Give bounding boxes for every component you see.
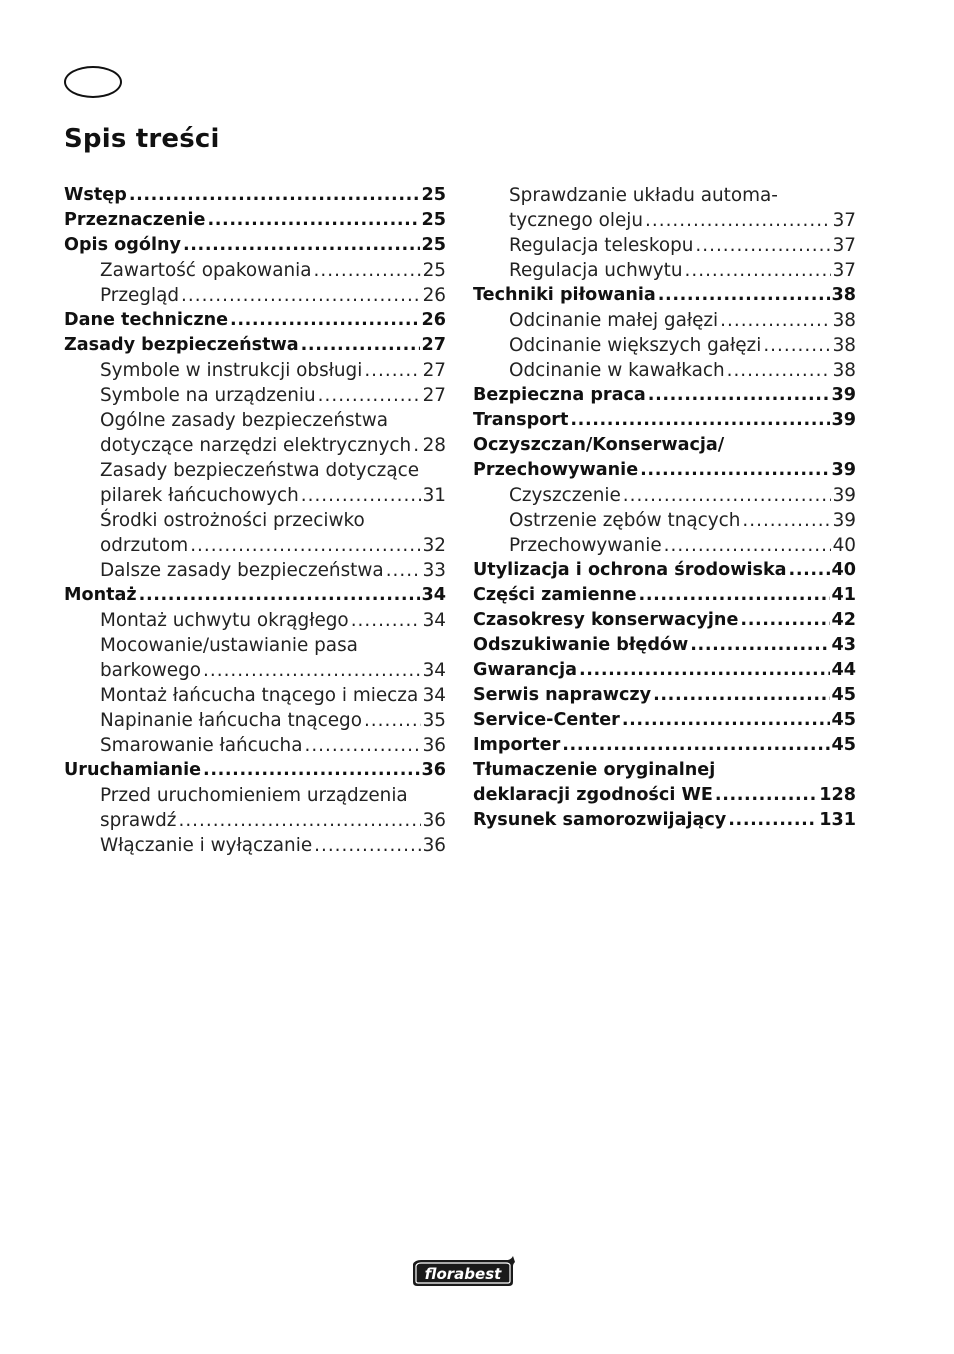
toc-entry-title: Odcinanie małej gałęzi	[509, 310, 719, 331]
dot-leader	[364, 708, 421, 733]
toc-page-number: 33	[422, 560, 446, 581]
toc-entry[interactable]	[64, 558, 446, 583]
toc-entry-title-line: Sprawdzanie układu automa-	[509, 185, 778, 206]
toc-page-number: 34	[421, 585, 446, 605]
toc-entry-title: Napinanie łańcucha tnącego	[100, 710, 362, 731]
toc-entry-title: Serwis naprawczy	[473, 685, 652, 705]
florabest-logo	[407, 1254, 519, 1290]
toc-entry-title: Bezpieczna praca	[473, 385, 646, 405]
page-title: Spis treści	[64, 124, 220, 154]
dot-leader	[648, 383, 830, 408]
toc-page-number: 27	[421, 335, 446, 355]
toc-page-number: 128	[819, 785, 856, 805]
dot-leader	[570, 408, 829, 433]
dot-leader	[318, 383, 421, 408]
toc-entry[interactable]	[64, 358, 446, 383]
toc-page-number: 39	[832, 510, 856, 531]
toc-entry[interactable]	[473, 733, 856, 758]
dot-leader	[685, 258, 831, 283]
toc-page-number: 36	[421, 760, 446, 780]
toc-page-number: 37	[832, 210, 856, 231]
toc-entry-title: Importer	[473, 735, 561, 755]
toc-entry[interactable]	[473, 283, 856, 308]
toc-entry[interactable]	[473, 608, 856, 633]
toc-entry-title: odrzutom	[100, 535, 189, 556]
dot-leader	[129, 183, 420, 208]
toc-entry-title: tycznego oleju	[509, 210, 644, 231]
toc-entry[interactable]	[64, 383, 446, 408]
toc-page-number: 45	[831, 710, 856, 730]
toc-page-number: 37	[832, 260, 856, 281]
dot-leader	[301, 483, 421, 508]
toc-page-number: 36	[422, 835, 446, 856]
toc-entry[interactable]	[473, 233, 856, 258]
toc-entry-title: Zasady bezpieczeństwa	[64, 335, 299, 355]
toc-entry[interactable]	[473, 533, 856, 558]
toc-entry-title: Techniki piłowania	[473, 285, 656, 305]
dot-leader	[314, 258, 421, 283]
toc-page-number: 26	[422, 285, 446, 306]
toc-page-number: 45	[831, 735, 856, 755]
toc-entry-title: pilarek łańcuchowych	[100, 485, 299, 506]
toc-entry[interactable]	[473, 508, 856, 533]
toc-page-number: 34	[422, 660, 446, 681]
dot-leader	[658, 283, 830, 308]
toc-entry-title-line: Tłumaczenie oryginalnej	[473, 760, 716, 780]
toc-entry-title: Dane techniczne	[64, 310, 229, 330]
dot-leader	[230, 308, 419, 333]
toc-page-number: 26	[421, 310, 446, 330]
toc-entry[interactable]	[64, 283, 446, 308]
toc-entry-title-line: Przed uruchomieniem urządzenia	[100, 785, 408, 806]
toc-entry-title: Włączanie i wyłączanie	[100, 835, 313, 856]
toc-entry[interactable]	[473, 583, 856, 608]
toc-entry[interactable]	[473, 483, 856, 508]
toc-entry[interactable]	[64, 783, 446, 833]
dot-leader	[740, 608, 829, 633]
toc-entry[interactable]	[64, 683, 446, 708]
toc-page-number: 39	[831, 410, 856, 430]
dot-leader	[203, 658, 421, 683]
toc-entry-title: Przegląd	[100, 285, 180, 306]
toc-entry-title-line: Środki ostrożności przeciwko	[100, 510, 365, 531]
toc-page-number: 34	[422, 685, 446, 706]
toc-page-number: 25	[421, 185, 446, 205]
toc-page-number: 36	[422, 810, 446, 831]
toc-entry-title: Regulacja teleskopu	[509, 235, 694, 256]
toc-entry-title: Przeznaczenie	[64, 210, 206, 230]
dot-leader	[622, 708, 830, 733]
toc-entry-title: Opis ogólny	[64, 235, 181, 255]
toc-entry[interactable]	[473, 708, 856, 733]
toc-entry-title: Regulacja uchwytu	[509, 260, 683, 281]
toc-page-number: 25	[421, 235, 446, 255]
toc-entry-title: Przechowywanie	[509, 535, 662, 556]
toc-entry-title: Odszukiwanie błędów	[473, 635, 689, 655]
toc-entry-title: Dalsze zasady bezpieczeństwa	[100, 560, 384, 581]
toc-entry[interactable]	[473, 333, 856, 358]
dot-leader	[653, 683, 829, 708]
toc-entry[interactable]	[64, 833, 446, 858]
toc-entry[interactable]	[473, 308, 856, 333]
toc-entry-title-line: Mocowanie/ustawianie pasa	[100, 635, 358, 656]
toc-entry[interactable]	[64, 208, 446, 233]
dot-leader	[562, 733, 829, 758]
toc-entry[interactable]	[64, 633, 446, 683]
dot-leader	[386, 558, 421, 583]
dot-leader	[178, 808, 420, 833]
toc-page-number: 44	[831, 660, 856, 680]
dot-leader	[413, 433, 420, 458]
toc-entry[interactable]	[64, 183, 446, 208]
dot-leader	[715, 783, 817, 808]
toc-entry[interactable]	[64, 408, 446, 458]
toc-entry-title: Przechowywanie	[473, 460, 639, 480]
toc-entry[interactable]	[64, 583, 446, 608]
toc-page-number: 31	[422, 485, 446, 506]
dot-leader	[304, 733, 420, 758]
toc-page-number: 28	[422, 435, 446, 456]
toc-entry-title: Czyszczenie	[509, 485, 621, 506]
dot-leader	[203, 758, 419, 783]
toc-entry[interactable]	[473, 808, 856, 833]
toc-page-number: 38	[832, 310, 856, 331]
dot-leader	[789, 558, 830, 583]
toc-entry[interactable]	[64, 258, 446, 283]
toc-entry-title: dotyczące narzędzi elektrycznych	[100, 435, 412, 456]
toc-page-number: 41	[831, 585, 856, 605]
toc-entry-title: barkowego	[100, 660, 202, 681]
dot-leader	[314, 833, 420, 858]
language-badge	[64, 66, 122, 98]
dot-leader	[720, 308, 830, 333]
dot-leader	[690, 633, 829, 658]
toc-entry-title-line: Zasady bezpieczeństwa dotyczące	[100, 460, 420, 481]
toc-entry[interactable]	[473, 758, 856, 808]
dot-leader	[301, 333, 420, 358]
toc-page-number: 40	[832, 535, 856, 556]
toc-entry-title: Smarowanie łańcucha	[100, 735, 303, 756]
toc-entry[interactable]	[473, 683, 856, 708]
toc-page-number: 39	[831, 385, 856, 405]
dot-leader	[728, 808, 817, 833]
toc-entry[interactable]	[64, 333, 446, 358]
toc-entry-title: Uruchamianie	[64, 760, 202, 780]
dot-leader	[664, 533, 831, 558]
toc-entry-title: Ostrzenie zębów tnących	[509, 510, 741, 531]
dot-leader	[190, 533, 420, 558]
toc-entry[interactable]	[473, 358, 856, 383]
toc-entry-title: Montaż uchwytu okrągłego	[100, 610, 349, 631]
toc-page-number: 131	[819, 810, 856, 830]
toc-entry[interactable]	[473, 408, 856, 433]
toc-entry[interactable]	[473, 658, 856, 683]
dot-leader	[181, 283, 421, 308]
toc-entry[interactable]	[473, 383, 856, 408]
toc-entry-title: Symbole w instrukcji obsługi	[100, 360, 363, 381]
dot-leader	[623, 483, 831, 508]
toc-entry-title: Wstęp	[64, 185, 127, 205]
toc-page-number: 37	[832, 235, 856, 256]
dot-leader	[579, 658, 830, 683]
toc-page-number: 38	[832, 360, 856, 381]
toc-page-number: 34	[422, 610, 446, 631]
dot-leader	[364, 358, 420, 383]
toc-entry[interactable]	[473, 633, 856, 658]
toc-entry-title: Zawartość opakowania	[100, 260, 312, 281]
toc-page-number: 25	[421, 210, 446, 230]
toc-entry[interactable]	[64, 458, 446, 508]
toc-page-number: 43	[831, 635, 856, 655]
toc-entry-title-line: Ogólne zasady bezpieczeństwa	[100, 410, 389, 431]
toc-entry-title: Transport	[473, 410, 569, 430]
toc-entry[interactable]	[64, 508, 446, 558]
toc-entry-title: Montaż łańcucha tnącego i miecza	[100, 685, 419, 706]
toc-entry-title: Odcinanie w kawałkach	[509, 360, 725, 381]
toc-entry[interactable]	[64, 308, 446, 333]
toc-entry-title: Symbole na urządzeniu	[100, 385, 316, 406]
dot-leader	[742, 508, 830, 533]
toc-entry-title: deklaracji zgodności WE	[473, 785, 713, 805]
toc-entry[interactable]	[64, 233, 446, 258]
toc-entry[interactable]	[473, 183, 856, 233]
toc-entry-title: Utylizacja i ochrona środowiska	[473, 560, 787, 580]
toc-page-number: 42	[831, 610, 856, 630]
toc-entry-title-line: Oczyszczan/Konserwacja/	[473, 435, 725, 455]
dot-leader	[639, 583, 830, 608]
dot-leader	[351, 608, 421, 633]
toc-entry-title: Części zamienne	[473, 585, 637, 605]
dot-leader	[695, 233, 830, 258]
toc-page-number: 40	[831, 560, 856, 580]
toc-page-number: 39	[831, 460, 856, 480]
toc-entry-title: Rysunek samorozwijający	[473, 810, 727, 830]
dot-leader	[183, 233, 420, 258]
toc-entry[interactable]	[64, 758, 446, 783]
toc-entry[interactable]	[64, 708, 446, 733]
toc-page-number: 38	[831, 285, 856, 305]
toc-column-right	[473, 183, 856, 833]
toc-page-number: 27	[422, 360, 446, 381]
toc-entry[interactable]	[64, 733, 446, 758]
dot-leader	[640, 458, 829, 483]
toc-page-number: 38	[832, 335, 856, 356]
toc-page-number: 27	[422, 385, 446, 406]
toc-page-number: 45	[831, 685, 856, 705]
toc-page-number: 36	[422, 735, 446, 756]
toc-entry-title: Czasokresy konserwacyjne	[473, 610, 739, 630]
toc-entry-title: Service-Center	[473, 710, 620, 730]
dot-leader	[645, 208, 831, 233]
toc-entry-title: Montaż	[64, 585, 137, 605]
toc-column-left	[64, 183, 446, 858]
toc-entry[interactable]	[473, 258, 856, 283]
logo-text: florabest	[424, 1265, 502, 1283]
toc-entry[interactable]	[473, 558, 856, 583]
toc-entry[interactable]	[64, 608, 446, 633]
toc-entry[interactable]	[473, 433, 856, 483]
dot-leader	[763, 333, 830, 358]
toc-page-number: 32	[422, 535, 446, 556]
toc-entry-title: Odcinanie większych gałęzi	[509, 335, 762, 356]
toc-page-number: 39	[832, 485, 856, 506]
toc-entry-title: sprawdź	[100, 810, 177, 831]
dot-leader	[727, 358, 831, 383]
toc-entry-title: Gwarancja	[473, 660, 577, 680]
dot-leader	[207, 208, 419, 233]
toc-page-number: 25	[422, 260, 446, 281]
dot-leader	[139, 583, 420, 608]
toc-page-number: 35	[422, 710, 446, 731]
